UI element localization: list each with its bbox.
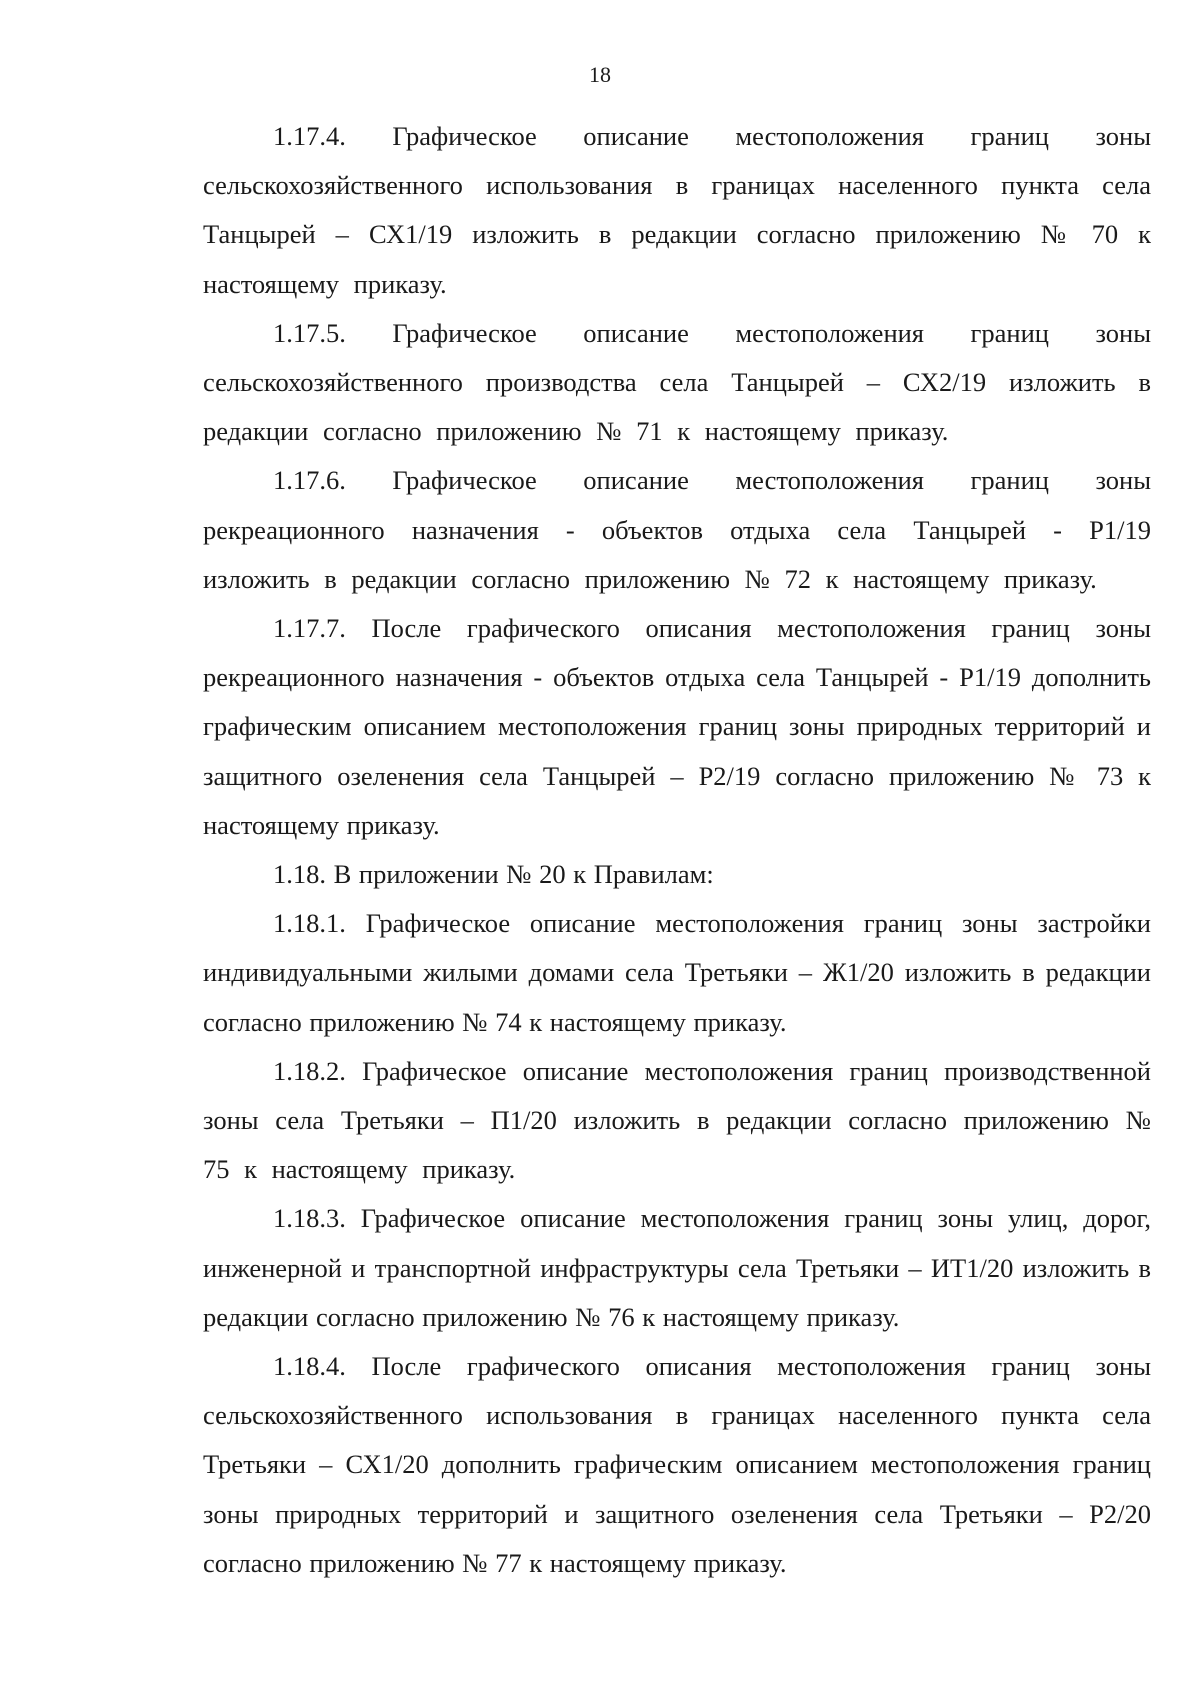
paragraph-1-17-4: 1.17.4. Графическое описание местоположения границ зоны сельскохозяйственного использования в границах населенного пункта села Танцырей – СХ1/19 изложить в редакции согласно приложению № 70 к настоящему приказу. [203, 121, 1151, 299]
document-body [203, 112, 1151, 1588]
paragraph-1-18-2: 1.18.2. Графическое описание местоположения границ производственной зоны села Третьяки – П1/20 изложить в редакции согласно приложению № 75 к настоящему приказу. [203, 1055, 1151, 1185]
page-number: 18 [589, 62, 611, 87]
paragraph-1-18: 1.18. В приложении № 20 к Правилам: [273, 859, 714, 890]
paragraph-1-18-3: 1.18.3. Графическое описание местоположения границ зоны улиц, дорог, инженерной и транспортной инфраструктуры села Третьяки – ИТ1/20 изложить в редакции согласно приложению № 76 к настоящему приказу. [203, 1203, 1151, 1332]
paragraph-1-18-1: 1.18.1. Графическое описание местоположения границ зоны застройки индивидуальными жилыми домами села Третьяки – Ж1/20 изложить в редакции согласно приложению № 74 к настоящему приказу. [203, 908, 1151, 1037]
paragraph-1-17-6: 1.17.6. Графическое описание местоположения границ зоны рекреационного назначения - объектов отдыха села Танцырей - Р1/19 изложить в редакции согласно приложению № 72 к настоящему приказу. [203, 465, 1151, 594]
paragraph-1-17-5: 1.17.5. Графическое описание местоположения границ зоны сельскохозяйственного производства села Танцырей – СХ2/19 изложить в редакции согласно приложению № 71 к настоящему приказу. [203, 317, 1151, 447]
paragraph-1-18-4: 1.18.4. После графического описания местоположения границ зоны сельскохозяйственного использования в границах населенного пункта села Третьяки – СХ1/20 дополнить графическим описанием местоположения границ зоны природных территорий и защитного озеленения села Третьяки – Р2/20 согласно приложению № 77 к настоящему приказу. [203, 1351, 1151, 1578]
paragraph-1-17-7: 1.17.7. После графического описания местоположения границ зоны рекреационного назначения - объектов отдыха села Танцырей - Р1/19 дополнить графическим описанием местоположения границ зоны природных территорий и защитного озеленения села Танцырей – Р2/19 согласно приложению № 73 к настоящему приказу. [203, 613, 1151, 840]
